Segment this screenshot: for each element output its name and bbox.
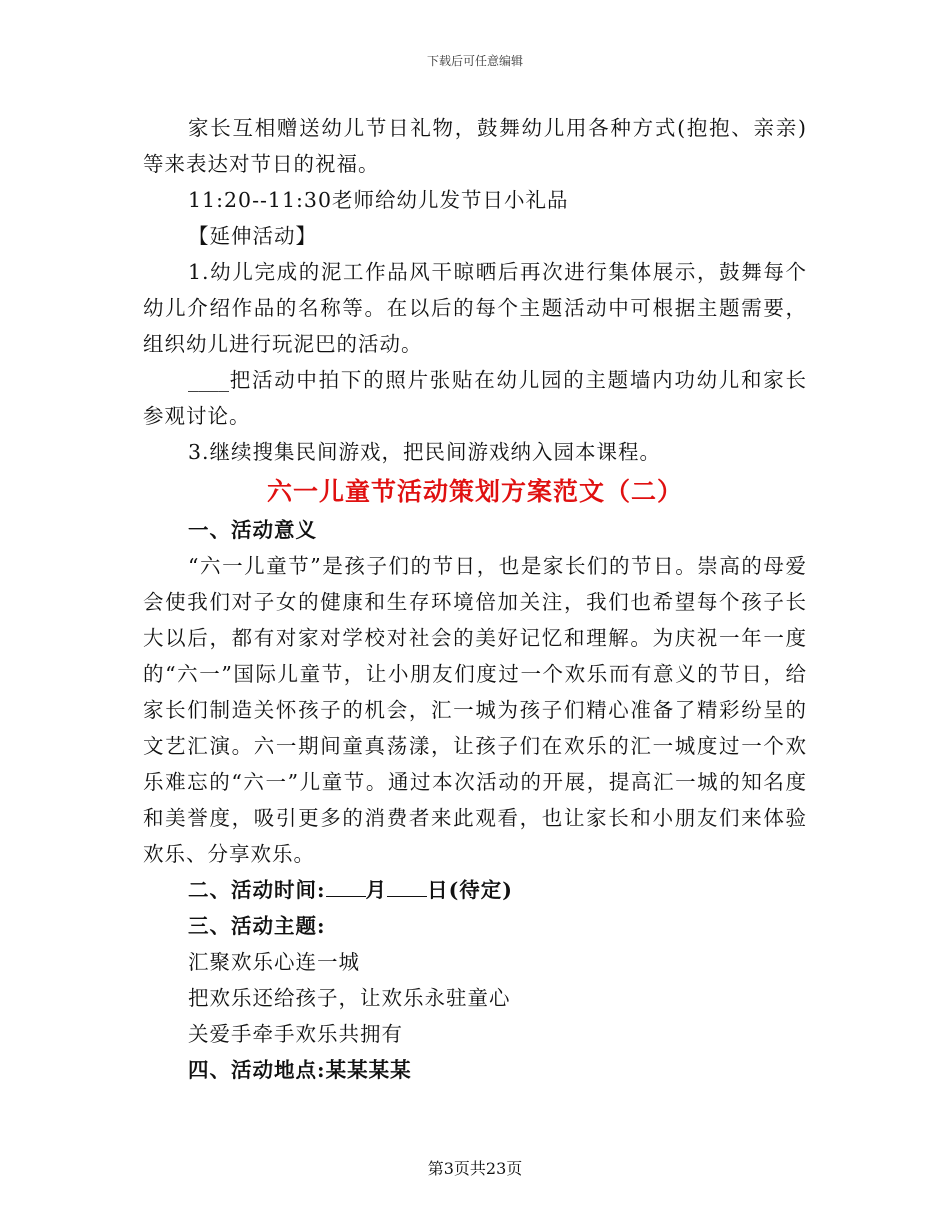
document-title: 六一儿童节活动策划方案范文（二） [266, 477, 683, 506]
paragraph-extension-1: 1.幼儿完成的泥工作品风干晾晒后再次进行集体展示，鼓舞每个幼儿介绍作品的名称等。在以后的每个主题活动中可根据主题需要，组织幼儿进行玩泥巴的活动。 [143, 260, 807, 356]
section-4-location [143, 1052, 807, 1088]
day-label: 日(待定) [427, 878, 513, 902]
paragraph-gifts: 家长互相赠送幼儿节日礼物，鼓舞幼儿用各种方式(抱抱、亲亲)等来表达对节日的祝福。 [143, 116, 807, 176]
section-1-heading: 一、活动意义 [188, 518, 317, 542]
document-body [143, 110, 807, 1088]
paragraph-extension-3: 3.继续搜集民间游戏，把民间游戏纳入园本课程。 [188, 440, 662, 464]
paragraph-schedule: 11:20--11:30老师给幼儿发节日小礼品 [188, 188, 569, 212]
section-4-value: 某某某某 [325, 1058, 412, 1082]
section-4-label: 四、活动地点: [188, 1058, 326, 1082]
month-blank [326, 874, 366, 897]
section-2-label: 二、活动时间: [188, 878, 326, 902]
theme-item-2: 把欢乐还给孩子，让欢乐永驻童心 [188, 986, 511, 1010]
extension-heading: 【延伸活动】 [188, 224, 317, 248]
section-2-time [143, 872, 807, 908]
theme-item-1: 汇聚欢乐心连一城 [188, 950, 360, 974]
paragraph-extension-2 [143, 362, 807, 434]
section-1-body: “六一儿童节”是孩子们的节日，也是家长们的节日。崇高的母爱会使我们对子女的健康和生存环境倍加关注，我们也希望每个孩子长大以后，都有对家对学校对社会的美好记忆和理解。为庆祝一年一度的“六一”国际儿童节，让小朋友们度过一个欢乐而有意义的节日，给家长们制造关怀孩子的机会，汇一城为孩子们精心准备了精彩纷呈的文艺汇演。六一期间童真荡漾，让孩子们在欢乐的汇一城度过一个欢乐难忘的“六一”儿童节。通过本次活动的开展，提高汇一城的知名度和美誉度，吸引更多的消费者来此观看，也让家长和小朋友们来体验欢乐、分享欢乐。 [143, 554, 807, 866]
page-footer: 第3页共23页 [427, 1159, 523, 1178]
theme-item-3: 关爱手牵手欢乐共拥有 [188, 1022, 403, 1046]
month-label: 月 [365, 878, 388, 902]
paragraph-extension-2-text: 把活动中拍下的照片张贴在幼儿园的主题墙内功幼儿和家长参观讨论。 [143, 368, 807, 428]
page-header: 下载后可任意编辑 [426, 54, 523, 68]
blank-underline: ____ [188, 368, 229, 392]
section-3-heading: 三、活动主题: [188, 914, 326, 938]
day-blank [387, 874, 427, 897]
